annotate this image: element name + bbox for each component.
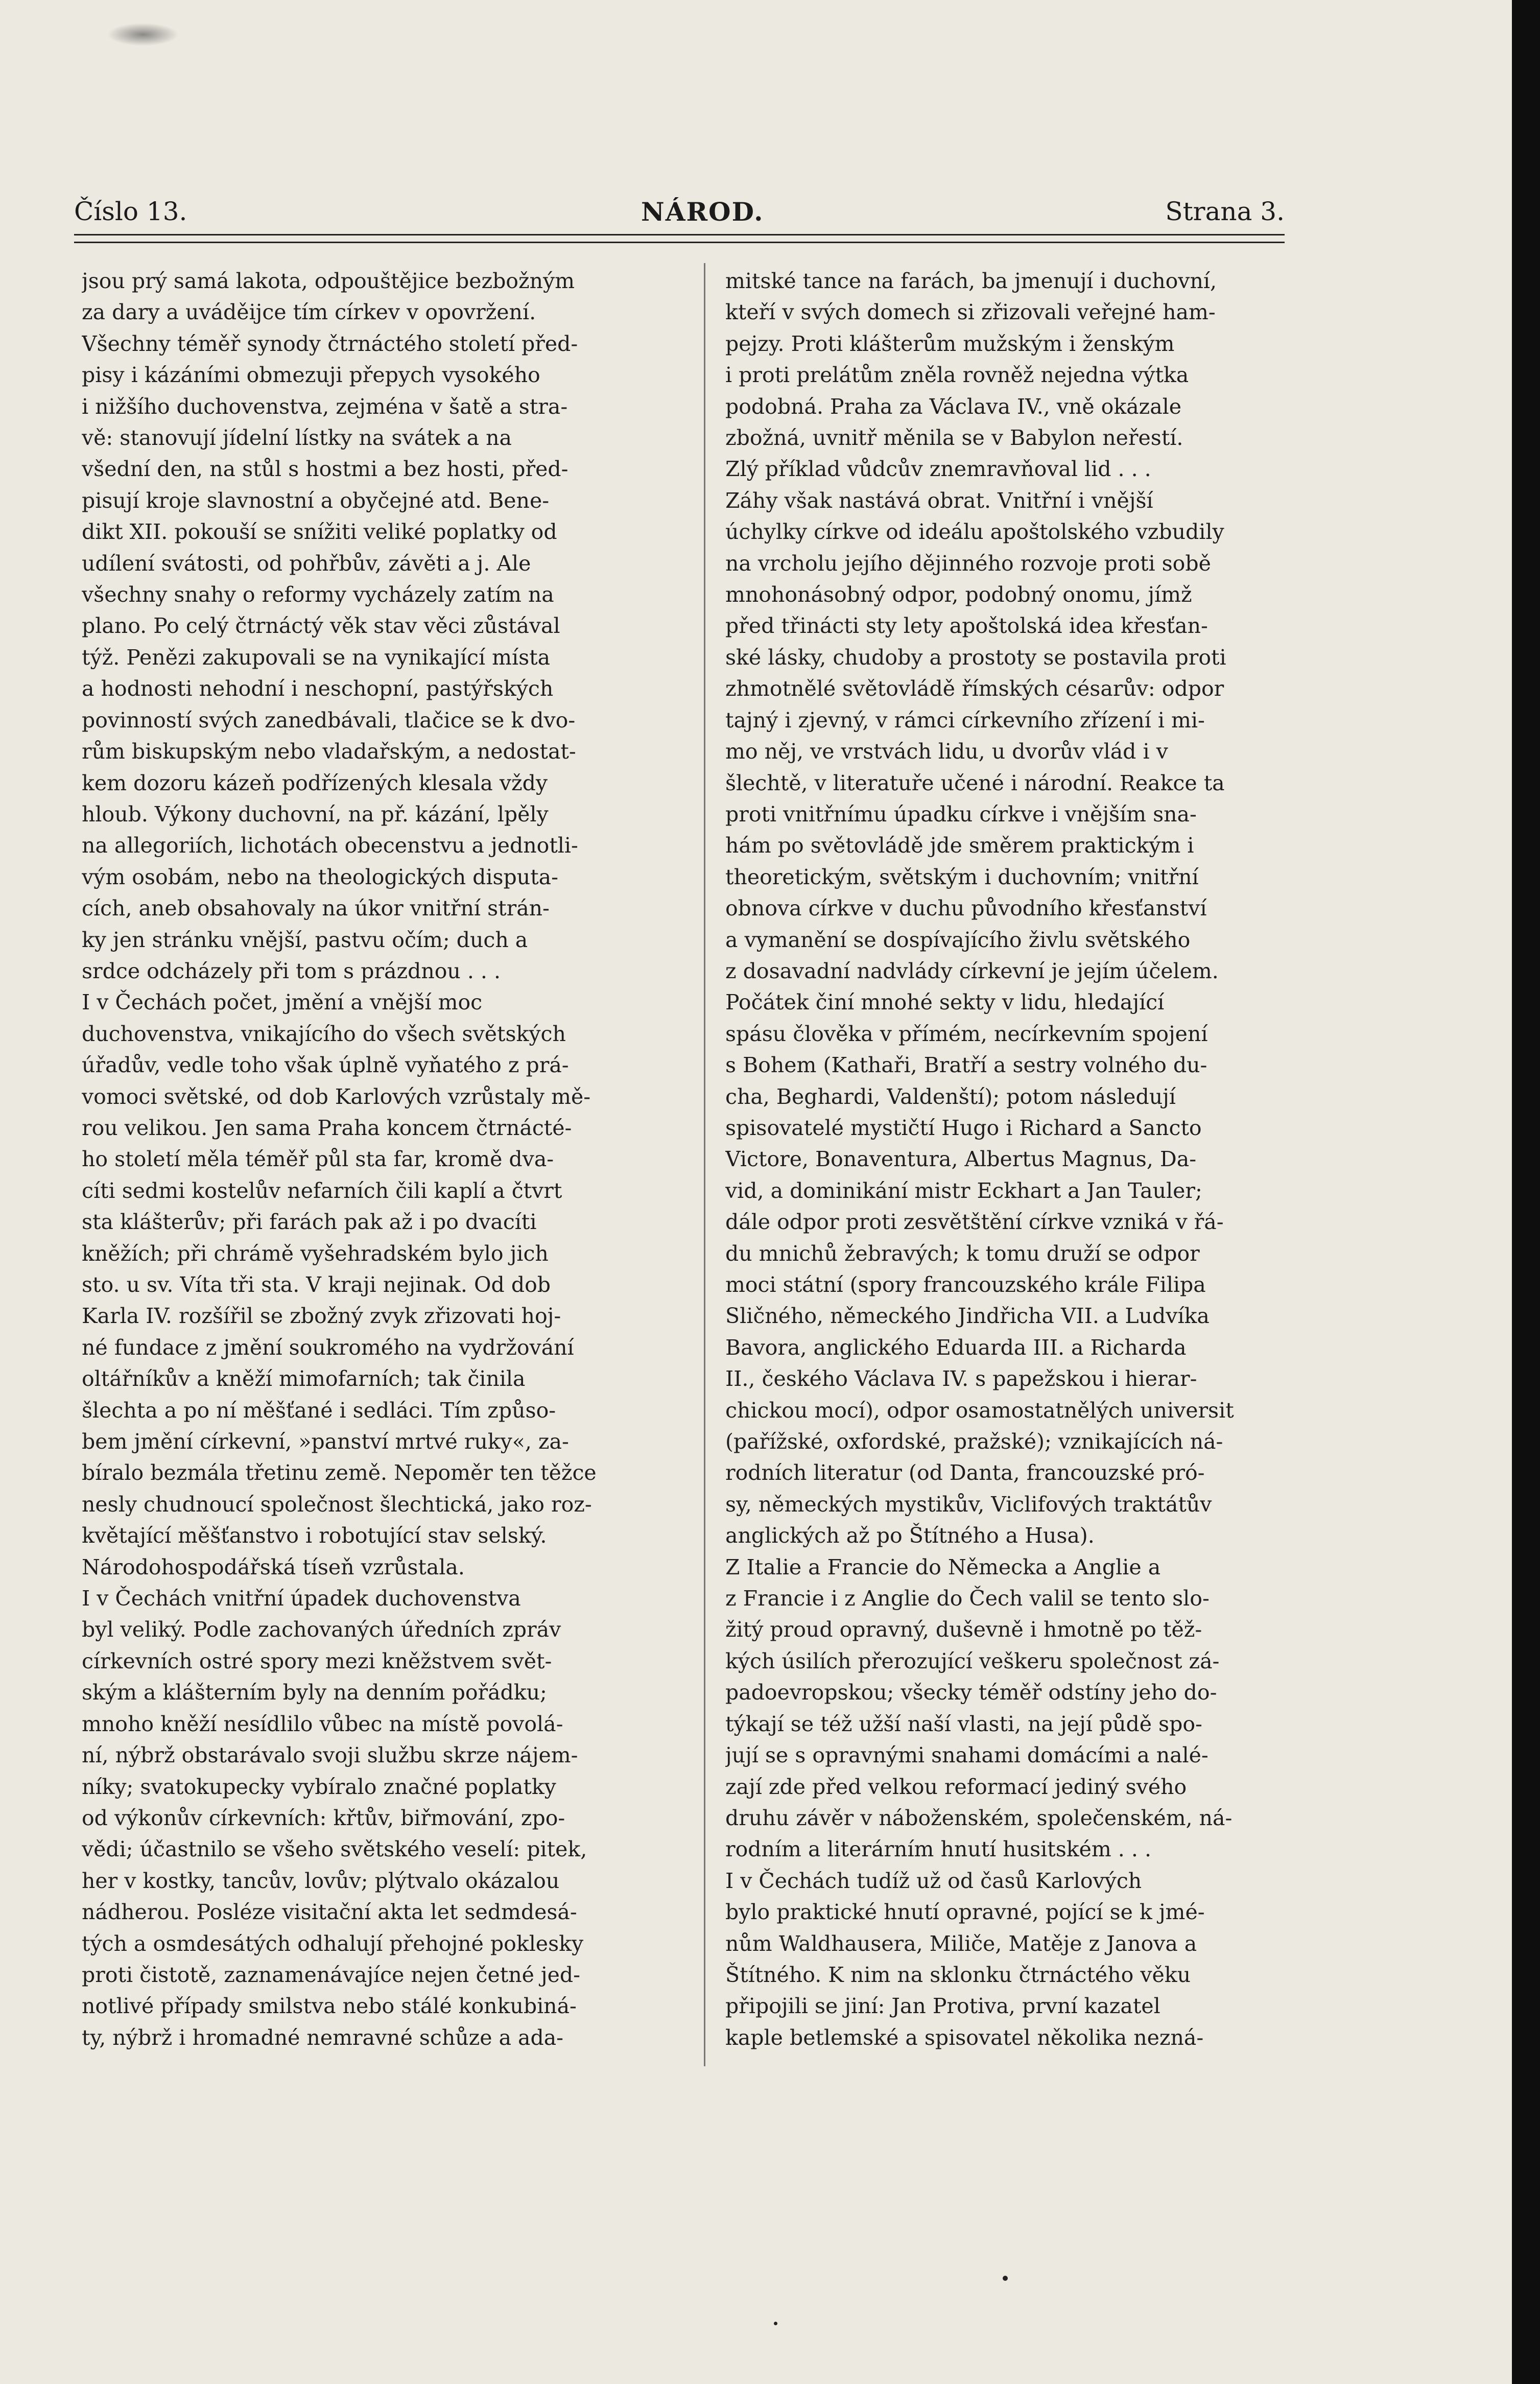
text-line: rům biskupským nebo vladařským, a nedostat-: [82, 739, 576, 764]
text-line: Bavora, anglického Eduarda III. a Richarda: [725, 1335, 1187, 1360]
header-double-rule: [74, 234, 1285, 243]
text-line: Všechny téměř synody čtrnáctého století před-: [82, 331, 578, 356]
text-line: kaple betlemské a spisovatel několika nezná-: [725, 2025, 1204, 2050]
text-line: spisovatelé mystičtí Hugo i Richard a Sancto: [725, 1115, 1202, 1140]
text-line: (pařížské, oxfordské, pražské); vznikajících ná-: [725, 1429, 1223, 1454]
text-line: týž. Penězi zakupovali se na vynikající místa: [82, 645, 551, 670]
text-line: mnoho kněží nesídlilo vůbec na místě povolá-: [82, 1711, 563, 1736]
text-line: vid, a dominikání mistr Eckhart a Jan Tauler;: [725, 1178, 1202, 1203]
text-line: I v Čechách vnitřní úpadek duchovenstva: [82, 1586, 521, 1611]
text-line: úřadův, vedle toho však úplně vyňatého z prá-: [82, 1053, 569, 1078]
text-line: kteří v svých domech si zřizovali veřejné ham-: [725, 300, 1216, 325]
text-line: mitské tance na farách, ba jmenují i duchovní,: [725, 269, 1217, 293]
text-line: nádherou. Posléze visitační akta let sedmdesá-: [82, 1900, 577, 1925]
text-line: od výkonův církevních: křtův, biřmování, zpo-: [82, 1805, 565, 1830]
text-line: i nižšího duchovenstva, zejména v šatě a stra-: [82, 394, 568, 419]
text-line: obnova církve v duchu původního křesťanství: [725, 896, 1207, 921]
text-line: padoevropskou; všecky téměř odstíny jeho do-: [725, 1680, 1217, 1705]
text-line: rodním a literárním hnutí husitském . . .: [725, 1837, 1151, 1862]
text-line: anglických až po Štítného a Husa).: [725, 1523, 1095, 1548]
text-line: a hodnosti nehodní i neschopní, pastýřských: [82, 676, 554, 701]
text-line: druhu závěr v náboženském, společenském, ná-: [725, 1805, 1233, 1830]
ink-speck: [774, 2322, 777, 2325]
text-line: Sličného, německého Jindřicha VII. a Ludvíka: [725, 1304, 1210, 1329]
text-line: mo něj, ve vrstvách lidu, u dvorův vlád i v: [725, 739, 1168, 764]
text-line: připojili se jiní: Jan Protiva, první kazatel: [725, 1994, 1160, 2019]
text-line: dikt XII. pokouší se snížiti veliké poplatky od: [82, 520, 557, 545]
text-line: pejzy. Proti klášterům mužským i ženským: [725, 331, 1175, 356]
text-line: na allegoriích, lichotách obecenstvu a jednotli-: [82, 833, 578, 858]
text-line: týkají se též užší naší vlasti, na její půdě spo-: [725, 1711, 1202, 1736]
text-line: vomoci světské, od dob Karlových vzrůstaly mě-: [82, 1084, 591, 1109]
print-smudge: [107, 23, 179, 46]
text-line: níky; svatokupecky vybíralo značné poplatky: [82, 1774, 556, 1799]
text-line: bem jmění církevní, »panství mrtvé ruky«, za-: [82, 1429, 569, 1454]
text-line: vě: stanovují jídelní lístky na svátek a na: [82, 426, 512, 451]
text-line: Štítného. K nim na sklonku čtrnáctého věku: [725, 1962, 1191, 1987]
text-line: bíralo bezmála třetinu země. Nepoměr ten těžce: [82, 1460, 597, 1485]
text-line: sy, německých mystikův, Viclifových traktátův: [725, 1492, 1212, 1517]
text-line: né fundace z jmění soukromého na vydržování: [82, 1335, 574, 1360]
text-line: I v Čechách tudíž už od časů Karlových: [725, 1868, 1142, 1893]
text-line: hloub. Výkony duchovní, na př. kázání, lpěly: [82, 801, 549, 827]
text-line: ho století měla téměř půl sta far, kromě dva-: [82, 1147, 554, 1172]
text-line: oltářníkův a kněží mimofarních; tak činila: [82, 1366, 526, 1391]
text-line: cha, Beghardi, Valdenští); potom následují: [725, 1084, 1176, 1109]
text-line: zbožná, uvnitř měnila se v Babylon neřestí.: [725, 426, 1183, 451]
text-line: kých úsilích přerozující veškeru společnost zá-: [725, 1648, 1220, 1673]
text-line: Karla IV. rozšířil se zbožný zvyk zřizovati hoj-: [82, 1304, 561, 1329]
text-line: podobná. Praha za Václava IV., vně okázale: [725, 394, 1182, 419]
text-line: moci státní (spory francouzského krále Filipa: [725, 1272, 1206, 1297]
text-line: jsou prý samá lakota, odpouštějice bezbožným: [82, 269, 575, 293]
left-column: [82, 266, 684, 2156]
text-line: za dary a uváděijce tím církev v opovržení.: [82, 300, 536, 325]
text-line: šlechtě, v literatuře učené i národní. Reakce ta: [725, 770, 1225, 795]
text-line: I v Čechách počet, jmění a vnější moc: [82, 990, 483, 1015]
text-line: kem dozoru kázeň podřízených klesala vždy: [82, 770, 548, 795]
text-line: s Bohem (Kathaři, Bratří a sestry volného du-: [725, 1053, 1207, 1078]
text-line: zhmotnělé světovládě římských césarův: odpor: [725, 676, 1224, 701]
text-line: sta klášterův; při farách pak až i po dvacíti: [82, 1210, 537, 1235]
issue-number: Číslo 13.: [74, 197, 187, 226]
text-line: květající měšťanstvo i robotující stav selský.: [82, 1523, 547, 1548]
text-line: a vymanění se dospívajícího živlu světského: [725, 927, 1191, 952]
text-line: jují se s opravnými snahami domácími a nalé-: [725, 1743, 1209, 1768]
text-line: všední den, na stůl s hostmi a bez hosti, před-: [82, 457, 568, 482]
text-line: dále odpor proti zesvětštění církve vzniká v řá-: [725, 1210, 1224, 1235]
text-line: mnohonásobný odpor, podobný onomu, jímž: [725, 582, 1192, 607]
scan-border: [1512, 0, 1540, 2384]
text-line: úchylky církve od ideálu apoštolského vzbudily: [725, 520, 1224, 545]
text-line: ské lásky, chudoby a prostoty se postavila proti: [725, 645, 1226, 670]
text-line: tajný i zjevný, v rámci církevního zřízení i mi-: [725, 707, 1205, 733]
text-line: rou velikou. Jen sama Praha koncem čtrnácté-: [82, 1115, 572, 1140]
text-line: církevních ostré spory mezi kněžstvem svět-: [82, 1648, 552, 1673]
text-line: nesly chudnoucí společnost šlechtická, jako roz-: [82, 1492, 592, 1517]
text-line: hám po světovládě jde směrem praktickým i: [725, 833, 1194, 858]
text-line: vým osobám, nebo na theologických disputa-: [82, 864, 558, 889]
text-line: na vrcholu jejího dějinného rozvoje proti sobě: [725, 551, 1211, 576]
text-line: kněžích; při chrámě vyšehradském bylo jich: [82, 1241, 549, 1266]
text-line: bylo praktické hnutí opravné, pojící se k jmé-: [725, 1900, 1205, 1925]
text-line: proti vnitřnímu úpadku církve i vnějším sna-: [725, 801, 1197, 827]
text-line: vědi; účastnilo se všeho světského veselí: pitek,: [82, 1837, 587, 1862]
column-divider: [704, 263, 705, 2066]
text-line: cích, aneb obsahovaly na úkor vnitřní strán-: [82, 896, 550, 921]
text-line: šlechta a po ní měšťané i sedláci. Tím způso-: [82, 1398, 556, 1423]
text-line: udílení svátosti, od pohřbův, závěti a j. Ale: [82, 551, 531, 576]
text-line: před třinácti sty lety apoštolská idea křesťan-: [725, 613, 1208, 639]
text-line: ní, nýbrž obstarávalo svoji službu skrze nájem-: [82, 1743, 578, 1768]
ink-speck: [1003, 2276, 1008, 2281]
text-line: Záhy však nastává obrat. Vnitřní i vnější: [725, 488, 1153, 513]
text-line: sto. u sv. Víta tři sta. V kraji nejinak. Od dob: [82, 1272, 551, 1297]
text-line: žitý proud opravný, duševně i hmotně po těž-: [725, 1617, 1202, 1642]
newspaper-title: NÁROD.: [641, 197, 764, 227]
page-header: [74, 197, 1285, 232]
text-line: Victore, Bonaventura, Albertus Magnus, Da-: [725, 1147, 1197, 1172]
text-line: Počátek činí mnohé sekty v lidu, hledající: [725, 990, 1165, 1015]
text-line: pisy i kázáními obmezuji přepych vysokého: [82, 363, 540, 388]
text-line: duchovenstva, vnikajícího do všech světských: [82, 1021, 566, 1046]
text-line: theoretickým, světským i duchovním; vnitřní: [725, 864, 1199, 889]
text-line: chickou mocí), odpor osamostatnělých universit: [725, 1398, 1234, 1423]
text-line: všechny snahy o reformy vycházely zatím na: [82, 582, 554, 607]
text-line: her v kostky, tancův, lovův; plýtvalo okázalou: [82, 1868, 560, 1893]
text-line: i proti prelátům zněla rovněž nejedna výtka: [725, 363, 1189, 388]
text-line: zají zde před velkou reformací jediný svého: [725, 1774, 1187, 1799]
text-line: rodních literatur (od Danta, francouzské pró-: [725, 1460, 1205, 1485]
text-line: nům Waldhausera, Miliče, Matěje z Janova a: [725, 1931, 1197, 1956]
text-line: II., českého Václava IV. s papežskou i hierar-: [725, 1366, 1197, 1391]
text-line: ty, nýbrž i hromadné nemravné schůze a ada-: [82, 2025, 564, 2050]
text-line: notlivé případy smilstva nebo stálé konkubiná-: [82, 1994, 577, 2019]
text-line: povinností svých zanedbávali, tlačice se k dvo-: [82, 707, 576, 733]
text-line: byl veliký. Podle zachovaných úředních zpráv: [82, 1617, 561, 1642]
text-line: srdce odcházely při tom s prázdnou . . .: [82, 958, 501, 983]
text-line: pisují kroje slavnostní a obyčejné atd. Bene-: [82, 488, 550, 513]
page-number: Strana 3.: [1165, 197, 1285, 226]
right-column: [725, 266, 1328, 2156]
text-line: z Francie i z Anglie do Čech valil se tento slo-: [725, 1586, 1210, 1611]
text-line: ky jen stránku vnější, pastvu očím; duch a: [82, 927, 528, 952]
text-line: proti čistotě, zaznamenávajíce nejen četné jed-: [82, 1962, 580, 1987]
text-line: spásu člověka v přímém, necírkevním spojení: [725, 1021, 1208, 1046]
text-line: cíti sedmi kostelův nefarních čili kaplí a čtvrt: [82, 1178, 562, 1203]
text-line: du mnichů žebravých; k tomu druží se odpor: [725, 1241, 1200, 1266]
text-line: ským a klášterním byly na denním pořádku;: [82, 1680, 547, 1705]
text-line: Z Italie a Francie do Německa a Anglie a: [725, 1554, 1161, 1579]
text-line: z dosavadní nadvlády církevní je jejím účelem.: [725, 958, 1219, 983]
text-line: tých a osmdesátých odhalují přehojné poklesky: [82, 1931, 584, 1956]
text-line: Národohospodářská tíseň vzrůstala.: [82, 1554, 465, 1579]
text-line: plano. Po celý čtrnáctý věk stav věci zůstával: [82, 613, 560, 639]
text-line: Zlý příklad vůdcův znemravňoval lid . . .: [725, 457, 1151, 482]
